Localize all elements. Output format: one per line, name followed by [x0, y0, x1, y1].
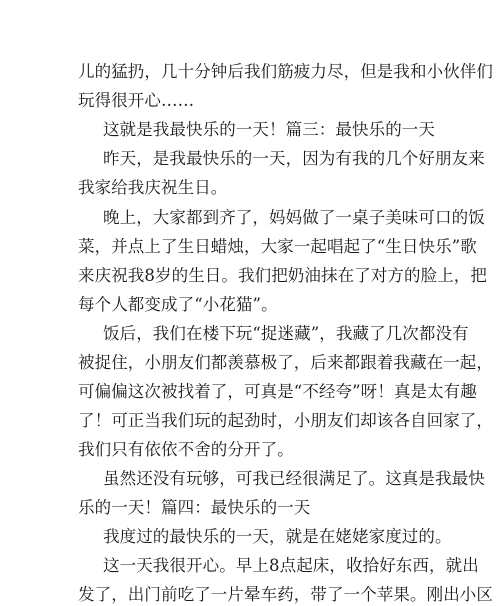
- text-line-10: 饭后，我们在楼下玩“捉迷藏”，我藏了几次都没有: [103, 324, 469, 343]
- text-line-16: 乐的一天！篇四：最快乐的一天: [78, 498, 311, 517]
- text-line-8: 来庆祝我8岁的生日。我们把奶油抹在了对方的脸上，把: [78, 266, 487, 285]
- text-line-15: 虽然还没有玩够，可我已经很满足了。这真是我最快: [103, 469, 485, 488]
- text-line-4: 昨天，是我最快乐的一天，因为有我的几个好朋友来: [103, 149, 485, 168]
- text-line-11: 被捉住，小朋友们都羡慕极了，后来都跟着我藏在一起，: [78, 353, 493, 372]
- text-line-7: 菜，并点上了生日蜡烛，大家一起唱起了“生日快乐”歌: [78, 237, 477, 256]
- text-line-1: 儿的猛扔，几十分钟后我们筋疲力尽，但是我和小伙伴们: [78, 62, 493, 81]
- text-line-12: 可偏偏这次被找着了，可真是“不经夸”呀！真是太有趣: [78, 382, 477, 401]
- text-line-5: 我家给我庆祝生日。: [78, 178, 228, 197]
- text-line-18: 这一天我很开心。早上8点起床，收拾好东西，就出: [103, 556, 479, 575]
- text-line-6: 晚上，大家都到齐了，妈妈做了一桌子美味可口的饭: [103, 208, 485, 227]
- text-line-2: 玩得很开心……: [78, 91, 195, 110]
- text-line-9: 每个人都变成了“小花猫”。: [78, 295, 278, 314]
- text-line-17: 我度过的最快乐的一天，就是在姥姥家度过的。: [103, 527, 452, 546]
- text-line-19: 发了，出门前吃了一片晕车药，带了一个苹果。刚出小区: [78, 585, 493, 604]
- text-line-13: 了！可正当我们玩的起劲时，小朋友们却该各自回家了，: [78, 411, 493, 430]
- text-line-14: 我们只有依依不舍的分开了。: [78, 440, 294, 459]
- text-line-3: 这就是我最快乐的一天！篇三：最快乐的一天: [103, 120, 435, 139]
